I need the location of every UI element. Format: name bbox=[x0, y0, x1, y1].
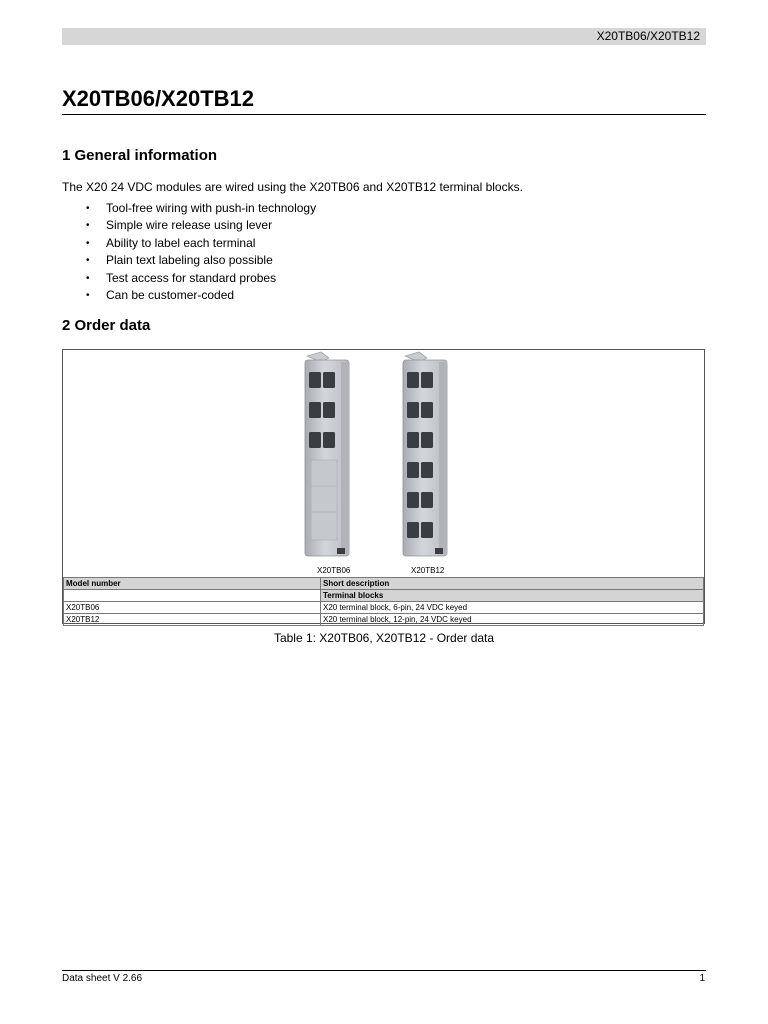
footer-divider bbox=[62, 970, 706, 971]
order-data-table-frame bbox=[62, 349, 705, 624]
x20tb06-image bbox=[305, 352, 349, 556]
bullet-icon: • bbox=[86, 220, 90, 232]
bullet-icon: • bbox=[86, 237, 90, 249]
list-item: • Ability to label each terminal bbox=[86, 235, 256, 250]
column-header-model: Model number bbox=[64, 578, 321, 590]
x20tb12-image bbox=[403, 352, 447, 556]
bullet-icon: • bbox=[86, 203, 90, 214]
model-cell: X20TB06 bbox=[64, 602, 321, 614]
group-label: Terminal blocks bbox=[321, 590, 704, 602]
description-cell: X20 terminal block, 12-pin, 24 VDC keyed bbox=[321, 614, 704, 626]
terminal-blocks-photo bbox=[299, 350, 469, 564]
table-group-row bbox=[64, 590, 704, 602]
feature-list bbox=[86, 200, 316, 304]
list-item: • Plain text labeling also possible bbox=[86, 253, 273, 268]
footer-version: Data sheet V 2.66 bbox=[62, 973, 143, 984]
bullet-icon: • bbox=[86, 289, 90, 301]
document-title: X20TB06/X20TB12 bbox=[62, 86, 706, 115]
image-caption-x20tb12: X20TB12 bbox=[411, 566, 445, 575]
table-caption: Table 1: X20TB06, X20TB12 - Order data bbox=[273, 631, 495, 645]
group-blank-cell bbox=[64, 590, 321, 602]
image-caption-x20tb06: X20TB06 bbox=[317, 566, 351, 575]
section-heading-general: 1 General information bbox=[62, 147, 218, 164]
list-item: • Tool-free wiring with push-in technology bbox=[86, 201, 317, 215]
table-row bbox=[64, 614, 704, 626]
header-bar bbox=[62, 28, 706, 45]
header-title: X20TB06/X20TB12 bbox=[596, 29, 700, 43]
intro-paragraph: The X20 24 VDC modules are wired using the X20TB06 and X20TB12 terminal blocks. bbox=[62, 180, 523, 194]
list-item: • Can be customer-coded bbox=[86, 287, 235, 302]
section-heading-order: 2 Order data bbox=[62, 317, 151, 334]
table-row bbox=[64, 602, 704, 614]
column-header-description: Short description bbox=[321, 578, 704, 590]
bullet-icon: • bbox=[86, 272, 90, 284]
list-item: • Simple wire release using lever bbox=[86, 218, 273, 233]
table-header-row bbox=[64, 578, 704, 590]
model-cell: X20TB12 bbox=[64, 614, 321, 626]
bullet-icon: • bbox=[86, 255, 90, 267]
footer-page-number: 1 bbox=[699, 973, 705, 984]
list-item: • Test access for standard probes bbox=[86, 270, 277, 285]
order-table bbox=[63, 577, 704, 626]
description-cell: X20 terminal block, 6-pin, 24 VDC keyed bbox=[321, 602, 704, 614]
